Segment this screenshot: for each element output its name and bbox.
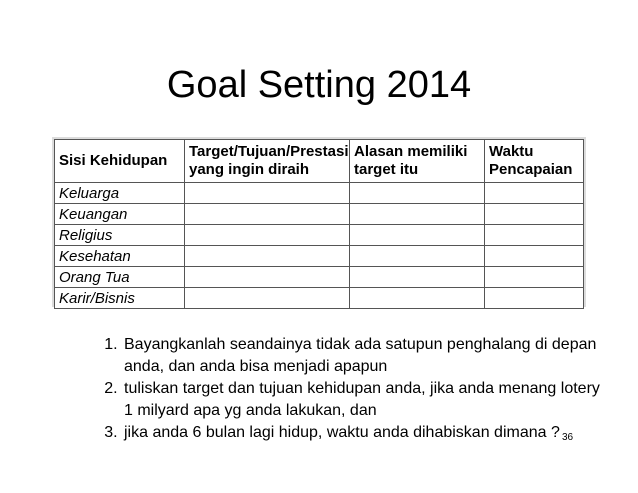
- table-cell: [485, 246, 584, 267]
- table-cell: [350, 288, 485, 309]
- table-cell: [185, 288, 350, 309]
- slide-title: Goal Setting 2014: [166, 64, 472, 106]
- row-label: Karir/Bisnis: [55, 288, 185, 309]
- table-cell: [185, 267, 350, 288]
- table-cell: [485, 204, 584, 225]
- table-row: [55, 288, 584, 309]
- table-row: [55, 183, 584, 204]
- table-cell: [185, 183, 350, 204]
- header-sisi-kehidupan: Sisi Kehidupan: [55, 140, 185, 183]
- table-cell: [485, 267, 584, 288]
- table-header-row: [55, 140, 584, 183]
- table-cell: [185, 246, 350, 267]
- row-label: Keluarga: [55, 183, 185, 204]
- header-waktu: Waktu Pencapaian: [485, 140, 584, 183]
- table-cell: [485, 183, 584, 204]
- row-label: Kesehatan: [55, 246, 185, 267]
- table-row: [55, 204, 584, 225]
- row-label: Orang Tua: [55, 267, 185, 288]
- table-cell: [350, 267, 485, 288]
- table-cell: [185, 225, 350, 246]
- table-cell: [350, 183, 485, 204]
- table-cell: [350, 225, 485, 246]
- list-item: 1. Bayangkanlah seandainya tidak ada satupun penghalang di depan anda, dan anda bisa menjadi apapun: [122, 334, 612, 378]
- table-cell: [350, 246, 485, 267]
- table-cell: [485, 225, 584, 246]
- header-target: Target/Tujuan/Prestasi yang ingin diraih: [185, 140, 350, 183]
- list-item: 2. tuliskan target dan tujuan kehidupan anda, jika anda menang lotery 1 milyard apa yg anda lakukan, dan: [122, 378, 612, 422]
- row-label: Religius: [55, 225, 185, 246]
- goal-table: [54, 139, 584, 309]
- table-cell: [485, 288, 584, 309]
- table-row: [55, 246, 584, 267]
- table-row: [55, 267, 584, 288]
- row-label: Keuangan: [55, 204, 185, 225]
- table-cell: [350, 204, 485, 225]
- header-alasan: Alasan memiliki target itu: [350, 140, 485, 183]
- goal-table-frame: [52, 137, 586, 307]
- table-row: [55, 225, 584, 246]
- instructions-list: [86, 334, 612, 444]
- page-number: 36: [562, 432, 574, 443]
- table-cell: [185, 204, 350, 225]
- list-item: 3. jika anda 6 bulan lagi hidup, waktu anda dihabiskan dimana ?: [122, 422, 612, 444]
